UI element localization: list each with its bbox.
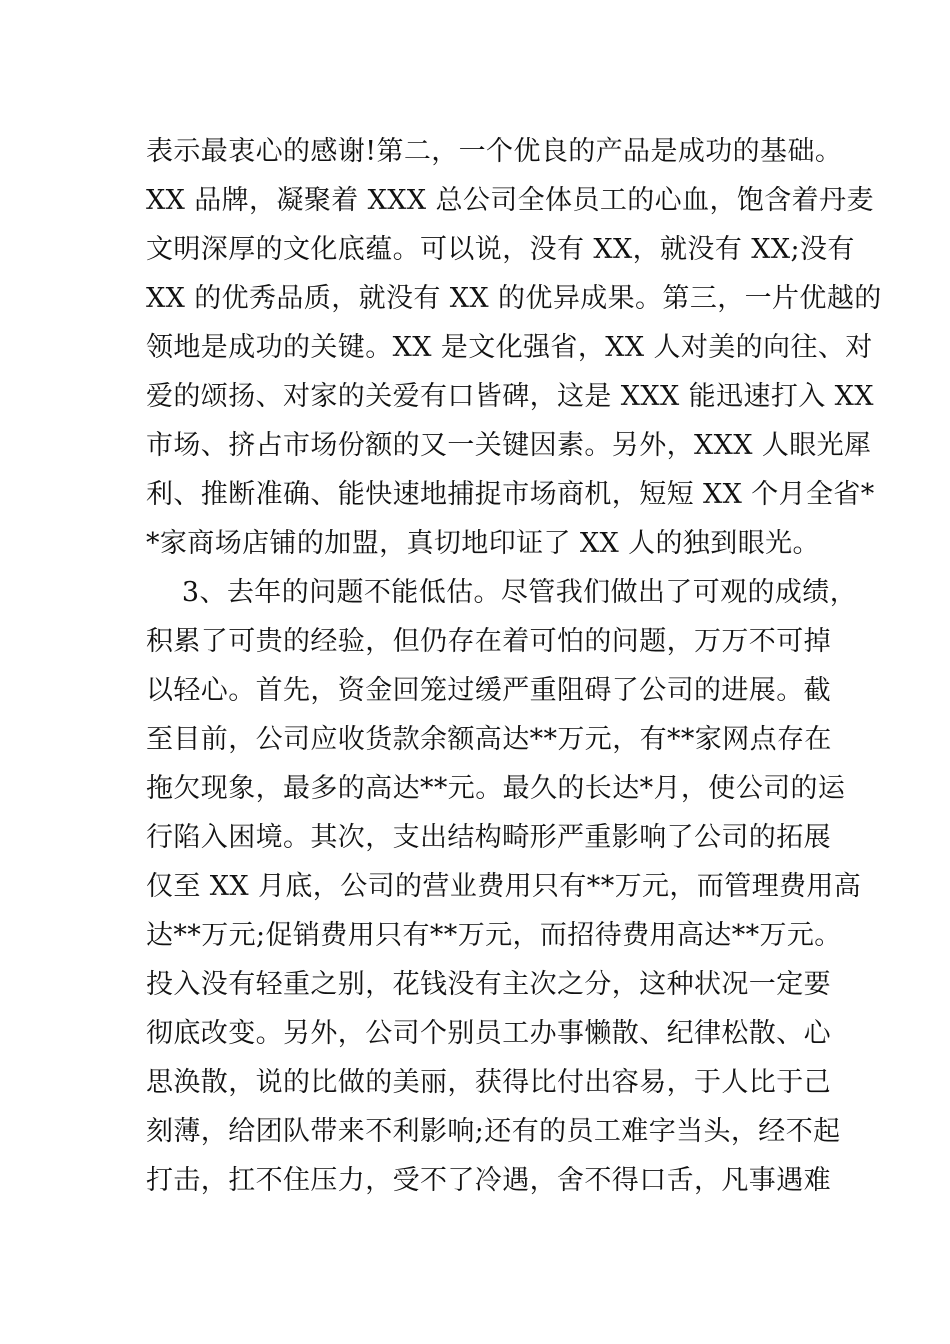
text-line: 仅至 XX 月底，公司的营业费用只有**万元，而管理费用高 — [146, 871, 862, 902]
text-line: 至目前，公司应收货款余额高达**万元，有**家网点存在 — [146, 724, 832, 755]
text-line: 积累了可贵的经验，但仍存在着可怕的问题，万万不可掉 — [146, 626, 831, 657]
text-line: XX 的优秀品质，就没有 XX 的优异成果。第三，一片优越的 — [146, 283, 882, 314]
text-line: 达**万元;促销费用只有**万元，而招待费用高达**万元。 — [146, 920, 842, 951]
text-line: 打击，扛不住压力，受不了冷遇，舍不得口舌，凡事遇难 — [146, 1165, 831, 1196]
text-line: 行陷入困境。其次，支出结构畸形严重影响了公司的拓展 — [146, 822, 831, 853]
text-line: 拖欠现象，最多的高达**元。最久的长达*月，使公司的运 — [146, 773, 846, 804]
text-line: 刻薄，给团队带来不利影响;还有的员工难字当头，经不起 — [146, 1116, 841, 1147]
text-line: 文明深厚的文化底蕴。可以说，没有 XX，就没有 XX;没有 — [146, 234, 855, 265]
text-line: 以轻心。首先，资金回笼过缓严重阻碍了公司的进展。截 — [146, 675, 831, 706]
text-line: 爱的颂扬、对家的关爱有口皆碑，这是 XXX 能迅速打入 XX — [146, 381, 874, 412]
text-line: 利、推断准确、能快速地捕捉市场商机，短短 XX 个月全省* — [146, 479, 875, 510]
text-line: 领地是成功的关键。XX 是文化强省，XX 人对美的向往、对 — [146, 332, 873, 363]
text-line: 思涣散，说的比做的美丽，获得比付出容易，于人比于己 — [146, 1067, 831, 1098]
text-line: 表示最衷心的感谢!第二，一个优良的产品是成功的基础。 — [146, 136, 843, 167]
body-text — [146, 127, 882, 1205]
text-line: 投入没有轻重之别，花钱没有主次之分，这种状况一定要 — [146, 969, 831, 1000]
text-line: *家商场店铺的加盟，真切地印证了 XX 人的独到眼光。 — [146, 528, 820, 559]
text-line: 彻底改变。另外，公司个别员工办事懒散、纪律松散、心 — [146, 1018, 831, 1049]
text-line: XX 品牌，凝聚着 XXX 总公司全体员工的心血，饱含着丹麦 — [146, 185, 874, 216]
text-line: 市场、挤占市场份额的又一关键因素。另外，XXX 人眼光犀 — [146, 430, 872, 461]
paragraph-start-line: 3、去年的问题不能低估。尽管我们做出了可观的成绩， — [146, 577, 858, 608]
